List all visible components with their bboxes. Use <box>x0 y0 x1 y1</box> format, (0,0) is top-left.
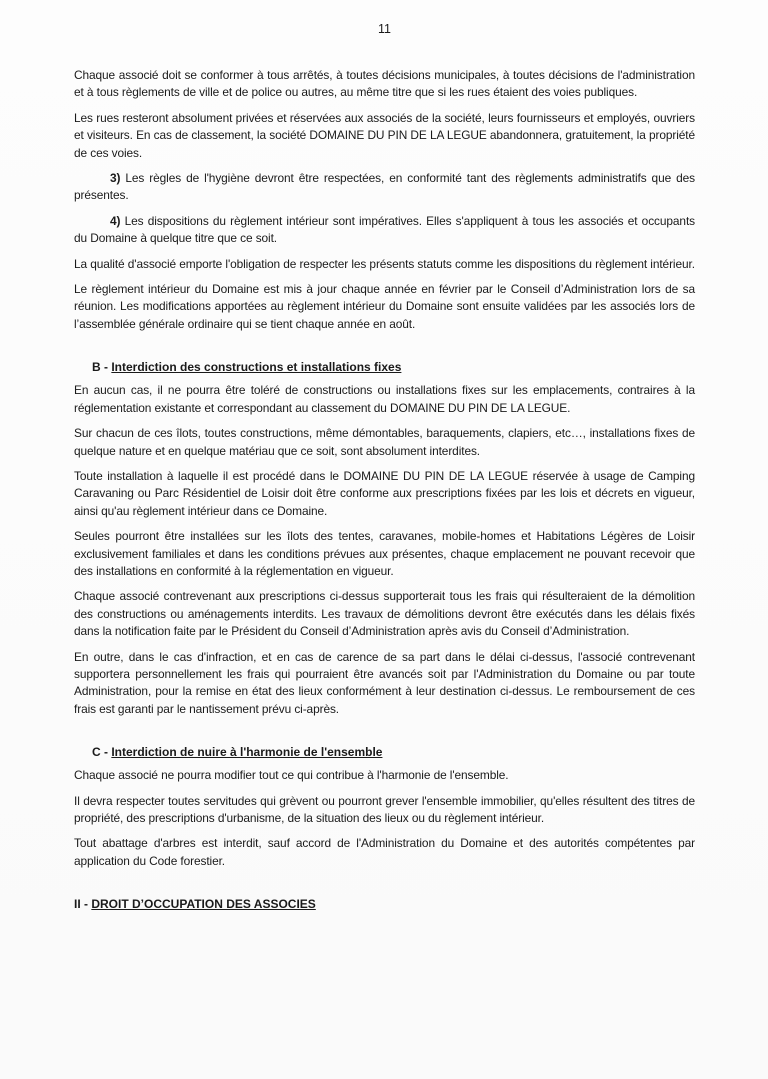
paragraph: La qualité d'associé emporte l'obligation de respecter les présents statuts comme les dispositions du règlement intérieur. <box>74 256 695 271</box>
list-item-4 <box>74 213 695 248</box>
paragraph: Il devra respecter toutes servitudes qui grèvent ou pourront grever l'ensemble immobilier, qu'elles résultent des titres de propriété, des prescriptions d'urbanisme, de la situation des lieux ou du règlement intérieur. <box>74 793 695 825</box>
page-number: 11 <box>378 22 391 36</box>
section-prefix: B - <box>92 360 112 375</box>
section-heading-c <box>74 744 695 761</box>
paragraph: Tout abattage d'arbres est interdit, sauf accord de l'Administration du Domaine et des autorités compétentes par application du Code forestier. <box>74 836 695 868</box>
list-text: Les dispositions du règlement intérieur sont impératives. Elles s'appliquent à tous les associés et occupants du Domaine à quelque titre que ce soit. <box>74 213 695 246</box>
list-number: 4) <box>110 213 121 228</box>
paragraph: Le règlement intérieur du Domaine est mis à jour chaque année en février par le Conseil d’Administration lors de sa réunion. Les modifications apportées au règlement intérieur du Domaine sont ensuite validées par les associés lors de l’assemblée générale ordinaire qui se tient chaque année en août. <box>74 282 695 331</box>
paragraph: Chaque associé ne pourra modifier tout ce qui contribue à l'harmonie de l'ensemble. <box>74 768 509 783</box>
section-title: Interdiction des constructions et installations fixes <box>111 360 402 375</box>
list-item-3 <box>74 170 695 205</box>
list-text: Les règles de l'hygiène devront être respectées, en conformité tant des règlements administratifs que des présentes. <box>74 171 695 203</box>
paragraph: Les rues resteront absolument privées et réservées aux associés de la société, leurs fournisseurs et employés, ouvriers et visiteurs. En cas de classement, la société DOMAINE DU PIN DE LA LEGUE abandonnera, gratuitement, la propriété de ces voies. <box>74 110 695 160</box>
paragraph: Sur chacun de ces îlots, toutes constructions, même démontables, baraquements, clapiers, etc…, installations fixes de quelque nature et en quelque matériau que ce soit, sont absolument interdites. <box>74 426 695 458</box>
section-title: Interdiction de nuire à l'harmonie de l'ensemble <box>111 745 383 760</box>
section-prefix: II - <box>74 897 92 912</box>
list-number: 3) <box>110 171 121 186</box>
section-prefix: C - <box>92 745 112 760</box>
section-heading-ii <box>74 896 695 913</box>
section-title: DROIT D’OCCUPATION DES ASSOCIES <box>91 897 316 912</box>
paragraph: En outre, dans le cas d'infraction, et en cas de carence de sa part dans le délai ci-dessus, l'associé contrevenant supportera personnellement les frais qui pourraient être avancés soit par l'Administration du Domaine ou par toute Administration, pour la remise en état des lieux conformément à leur destination ci-dessus. Le remboursement de ces frais est garanti par le nantissement prévu ci-après. <box>74 649 695 716</box>
paragraph: Toute installation à laquelle il est procédé dans le DOMAINE DU PIN DE LA LEGUE réservée à usage de Camping Caravaning ou Parc Résidentiel de Loisir doit être conforme aux prescriptions fixées par les lois et décrets en vigueur, ainsi qu'au règlement intérieur dans ce Domaine. <box>74 468 695 518</box>
section-heading-b <box>74 359 695 376</box>
paragraph: Chaque associé doit se conformer à tous arrêtés, à toutes décisions municipales, à toutes décisions de l'administration et à tous règlements de ville et de police ou autres, au même titre que si les rues étaient des voies publiques. <box>74 68 695 100</box>
paragraph: En aucun cas, il ne pourra être toléré de constructions ou installations fixes sur les emplacements, contraires à la réglementation existante et correspondant au classement du DOMAINE DU PIN DE LA LEGUE. <box>74 383 695 415</box>
paragraph: Chaque associé contrevenant aux prescriptions ci-dessus supporterait tous les frais qui résulteraient de la démolition des constructions ou aménagements interdits. Les travaux de démolitions devront être exécutés dans les délais fixés dans la notification faite par le Président du Conseil d’Administration après avis du Conseil d’Administration. <box>74 589 695 639</box>
paragraph: Seules pourront être installées sur les îlots des tentes, caravanes, mobile-homes et Habitations Légères de Loisir exclusivement familiales et dans les conditions prévues aux présentes, chaque emplacement ne pouvant recevoir que des installations en conformité à la réglementation en vigueur. <box>74 529 695 578</box>
